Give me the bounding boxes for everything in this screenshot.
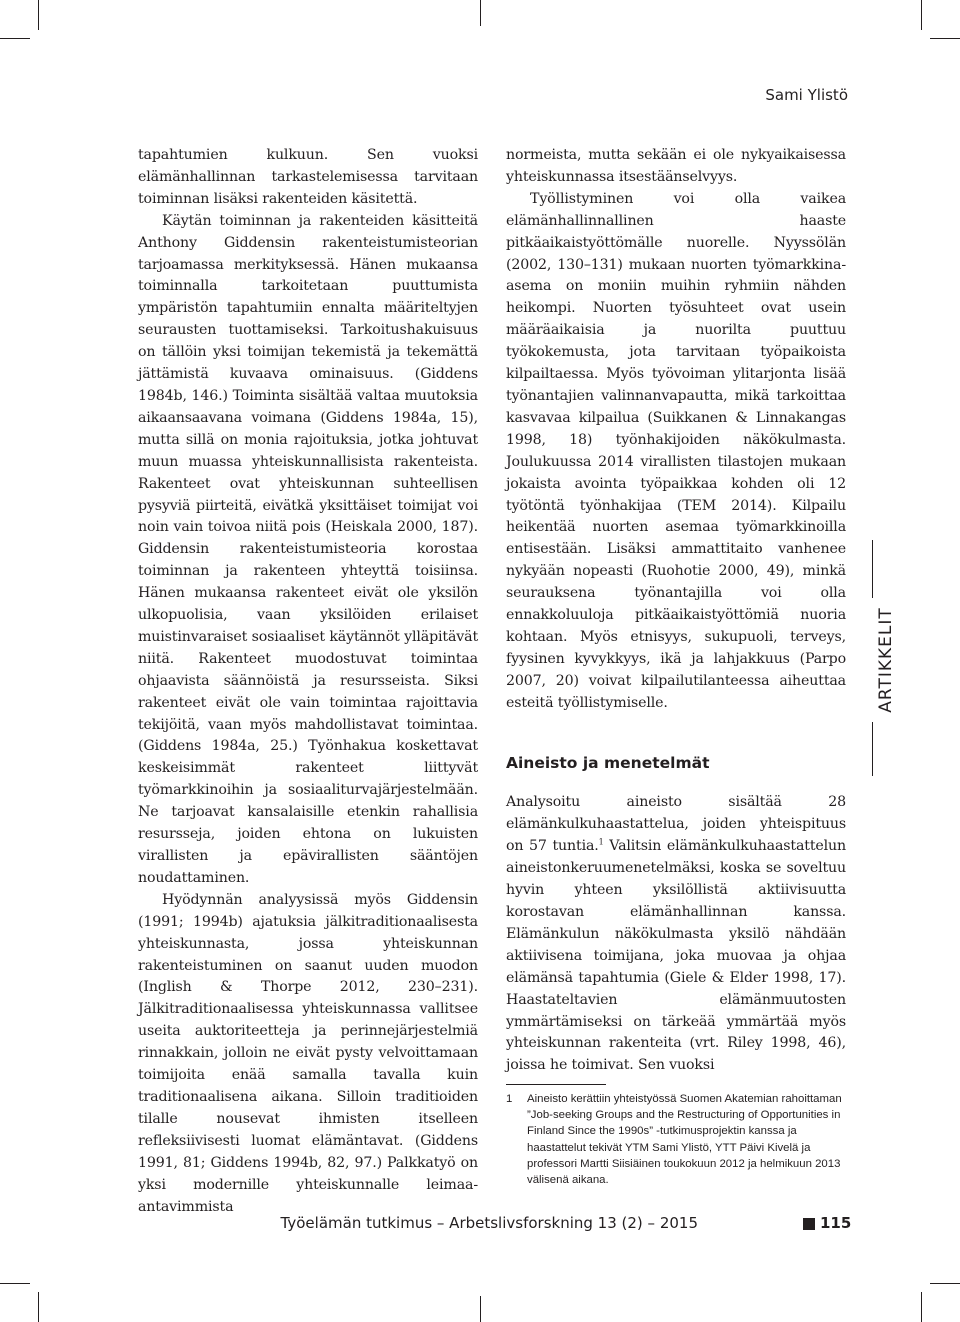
crop-mark [38, 1292, 39, 1322]
side-section-label-text: ARTIKKELIT [876, 607, 896, 713]
paragraph: Hyödynnän analyysissä myös Giddensin (1991; 1994b) ajatuksia jälkitraditionaalisesta yhteiskunnasta, jossa yhteiskunnan rakenteistuminen on saanut uuden muodon (Inglish & Thorpe 2012, 230–231). Jälkitraditionaalisessa yhteiskunnassa vallitsee useita auktoriteetteja ja perinnejärjestelmiä rinnakkain, jolloin ne eivät pysty velvoittamaan toimijoita enää samalla tavalla kuin traditionaalisena aikana. Silloin traditioiden tilalle nousevat ihmisten itselleen refleksiivisesti luomat elämäntavat. (Giddens 1991, 81; Giddens 1994b, 82, 97.) Palkkatyö on yksi modernille yhteiskunnalle leimaa-antavimmista [138, 891, 478, 1215]
crop-mark [0, 38, 30, 39]
crop-mark [0, 1283, 30, 1284]
paragraph: Käytän toiminnan ja rakenteiden käsitteitä Anthony Giddensin rakenteistumisteorian tarjoamassa merkityksessä. Hänen mukaansa toiminnalla tarkoitetaan puuttumista ympäristön tapahtumiin ennalta määriteltyjen seurausten tuottamiseksi. Tarkoitushakuisuus on tällöin yksi toimijan tekemistä ja tekemättä jättämistä kuvaava ominaisuus. (Giddens 1984b, 146.) Toiminta sisältää valtaa muutoksia aikaansaavana voimana (Giddens 1984a, 15), mutta sillä on monia rajoituksia, jotka johtuvat muun muassa yhteiskunnallisista rakenteista. Rakenteet ovat yhteiskunnan suhteellisen pysyviä piirteitä, eivätkä yksittäiset toimijat voi noin vain toivoa niitä pois (Heiskala 2000, 187). Giddensin rakenteistumisteoria korostaa toiminnan ja rakenteen yhteyttä toisiinsa. Hänen mukaansa rakenteet eivät ole yksilön ulkopuolisia, vaan yksilöiden erilaiset muistinvaraiset sosiaaliset käytännöt ylläpitävät niitä. Rakenteet muodostuvat toimintaa ohjaavista säännöistä ja resursseista. Siksi rakenteet eivät ole vain toimintaa rajoittavia tekijöitä, vaan myös mahdollistavat toimintaa. (Giddens 1984a, 25.) Työnhakua koskettavat keskeisimmät rakenteet liittyvät työmarkkinoihin ja sosiaaliturvajärjestelmään. Ne tarjoavat kansalaisille etenkin rahallisia resursseja, joiden ehtona on lukuisten virallisten ja epävirallisten sääntöjen noudattaminen. [138, 212, 478, 886]
paragraph: normeista, mutta sekään ei ole nykyaikaisessa yhteiskunnassa itsestäänselvyys. [506, 147, 846, 185]
section-heading: Aineisto ja menetelmät [506, 753, 710, 772]
paragraph: tapahtumien kulkuun. Sen vuoksi elämänhallinnan tarkastelemisessa tarvitaan toiminnan lisäksi rakenteiden käsitettä. [138, 147, 478, 207]
footnote-number: 1 [506, 1093, 513, 1105]
paragraph [506, 792, 846, 1077]
running-header-author: Sami Ylistö [765, 86, 848, 104]
footnote [506, 1091, 846, 1188]
side-rule-top [872, 540, 873, 598]
crop-mark [930, 38, 960, 39]
right-column [506, 145, 846, 1077]
crop-mark [480, 0, 481, 26]
crop-mark [480, 1296, 481, 1322]
side-rule-bottom [872, 722, 873, 776]
paragraph: Työllistyminen voi olla vaikea elämänhallinnallinen haaste pitkäaikaistyöttömälle nuorelle. Nyyssölän (2002, 130–131) mukaan nuorten työmarkkina-asema on moniin muihin ryhmiin nähden heikompi. Nuorten työsuhteet ovat usein määräaikaisia ja nuorilta puuttuu työkokemusta, jota tarvitaan työpaikoista kilpailtaessa. Myös työvoiman ylitarjonta lisää työnantajien valinnanvapautta, mikä tarkoittaa kasvavaa kilpailua (Suikkanen & Linnakangas 1998, 18) työnhakijoiden näkökulmasta. Joulukuussa 2014 virallisten tilastojen mukaan jokaista avointa työpaikkaa kohden oli 12 työtöntä työnhakijaa (TEM 2014). Kilpailu heikentää nuorten asemaa työmarkkinoilla entisestään. Lisäksi ammattitaito vanhenee nykyään nopeasti (Ruohotie 2000, 49), minkä seurauksena työnantajilla voi olla ennakkoluuloja pitkäaikaistyöttömiä nuoria kohtaan. Myös etnisyys, sukupuoli, terveys, fyysinen kyvykkyys, ikä ja lahjakkuus (Parpo 2007, 20) voivat kilpailutilanteessa aiheuttaa esteitä työllistymiselle. [506, 190, 846, 711]
footnote-reference: 1 [598, 837, 604, 847]
crop-mark [921, 1292, 922, 1322]
paragraph-text: Analysoitu aineisto sisältää 28 elämänkulkuhaastattelua, joiden yhteispituus on 57 tuntia. [506, 794, 846, 855]
footnote-text: Aineisto kerättiin yhteistyössä Suomen Akatemian rahoittaman ”Job-seeking Groups and the Restructuring of Opportunities in Finland Since the 1990s” -tutkimusprojektin kanssa ja haastattelut tekivät YTM Sami Ylistö, YTT Päivi Kivelä ja professori Martti Siisiäinen toukokuun 2012 ja helmikuun 2013 välisenä aikana. [527, 1093, 842, 1187]
footer-journal: Työelämän tutkimus – Arbetslivsforskning 13 (2) – 2015 [280, 1214, 698, 1232]
left-column [138, 145, 478, 1218]
crop-mark [930, 1283, 960, 1284]
footnote-rule [506, 1084, 606, 1085]
page-number: 115 [820, 1214, 852, 1232]
page-number-marker-icon [803, 1218, 815, 1230]
crop-mark [921, 0, 922, 30]
paragraph-text: Valitsin elämänkulkuhaastattelun aineistonkeruumenetelmäksi, koska se soveltuu hyvin yhteen yksilöllistä aktiivisuutta korostavan elämänhallinnan kanssa. Elämänkulun näkökulmasta yksilö nähdään aktiivisena toimijana, joka muovaa ja ohjaa elämänsä tapahtumia (Giele & Elder 1998, 17). Haastateltavien elämänmuutosten ymmärtämiseksi on tärkeää ymmärtää myös yhteiskunnan rakenteita (vrt. Riley 1998, 46), joissa he toimivat. Sen vuoksi [506, 838, 846, 1074]
crop-mark [38, 0, 39, 30]
